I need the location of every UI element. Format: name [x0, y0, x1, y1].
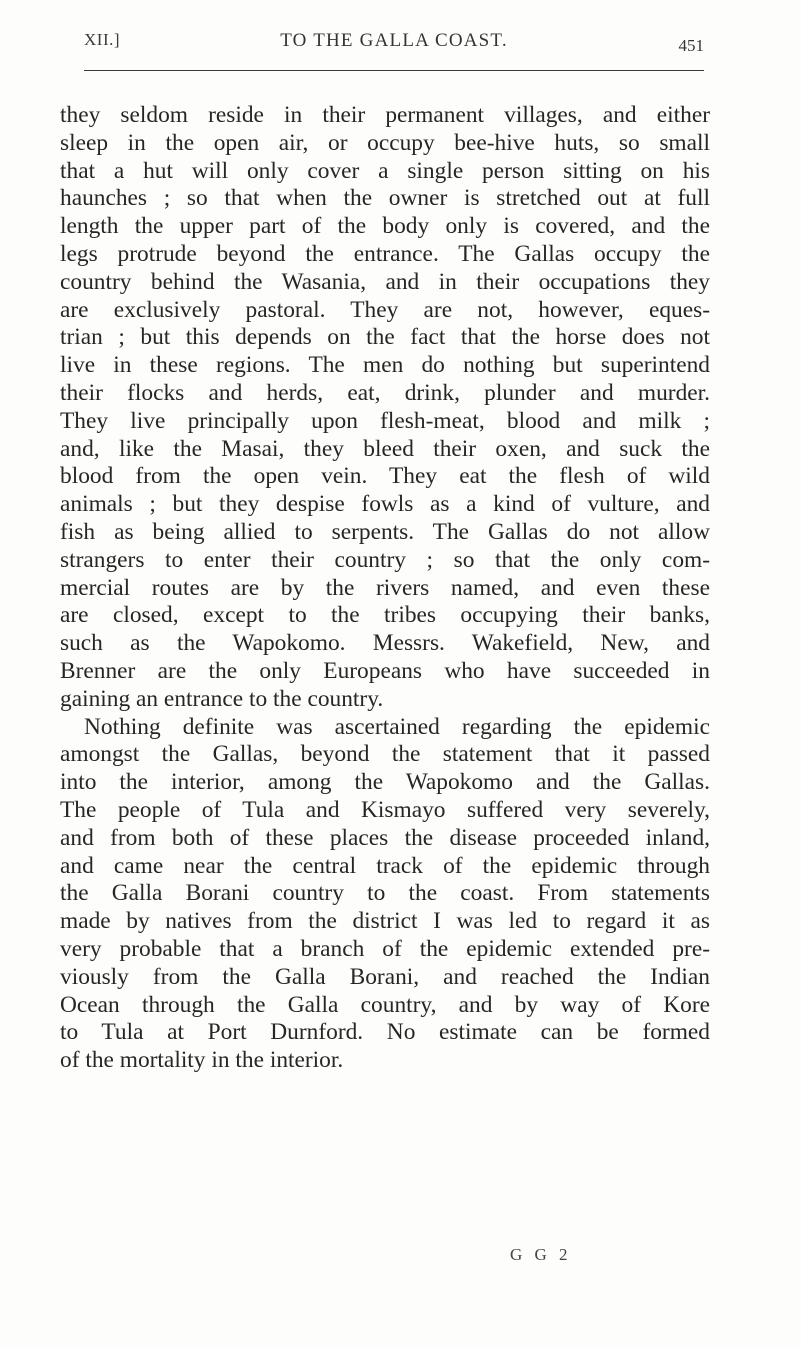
text-line: of the mortality in the interior. [60, 1047, 344, 1074]
text-line: their flocks and herds, eat, drink, plunder and murder. [60, 379, 710, 406]
text-line: country behind the Wasania, and in their occupations they [60, 268, 710, 295]
text-line: that a hut will only cover a single person sitting on his [60, 157, 710, 184]
text-line: they seldom reside in their permanent villages, and either [60, 102, 710, 128]
paragraph [60, 714, 710, 1075]
text-line: made by natives from the district I was led to regard it as [60, 908, 710, 935]
page-number: 451 [678, 36, 704, 55]
text-line: Nothing definite was ascertained regarding the epidemic [84, 713, 710, 740]
text-line: such as the Wapokomo. Messrs. Wakefield, New, and [60, 630, 710, 657]
text-line: are exclusively pastoral. They are not, however, eques- [60, 296, 710, 323]
text-line: live in these regions. The men do nothing but superintend [60, 352, 710, 379]
text-line: the Galla Borani country to the coast. From statements [60, 880, 710, 907]
text-line: blood from the open vein. They eat the flesh of wild [60, 463, 710, 490]
chapter-marker: XII.] [84, 30, 121, 49]
text-line: Ocean through the Galla country, and by way of Kore [60, 991, 710, 1018]
text-line: legs protrude beyond the entrance. The Gallas occupy the [60, 240, 710, 267]
page-header [84, 30, 704, 70]
text-line: and, like the Masai, they bleed their oxen, and suck the [60, 435, 710, 462]
body-text [60, 102, 710, 1075]
text-line: into the interior, among the Wapokomo and the Gallas. [60, 769, 710, 796]
text-line: animals ; but they despise fowls as a kind of vulture, and [60, 491, 710, 518]
text-line: to Tula at Port Durnford. No estimate can be formed [60, 1019, 710, 1046]
text-line: gaining an entrance to the country. [60, 685, 384, 712]
text-line: are closed, except to the tribes occupying their banks, [60, 602, 710, 629]
signature-mark: G G 2 [510, 1245, 572, 1264]
text-line: trian ; but this depends on the fact that the horse does not [60, 324, 710, 351]
text-line: amongst the Gallas, beyond the statement that it passed [60, 741, 710, 768]
text-line: strangers to enter their country ; so that the only com- [60, 546, 710, 573]
text-line: They live principally upon flesh-meat, blood and milk ; [60, 407, 710, 434]
text-line: haunches ; so that when the owner is stretched out at full [60, 185, 710, 212]
text-line: mercial routes are by the rivers named, and even these [60, 574, 710, 601]
text-line: fish as being allied to serpents. The Gallas do not allow [60, 518, 710, 545]
text-line: and from both of these places the disease proceeded inland, [60, 824, 710, 851]
paragraph [60, 102, 710, 714]
text-line: length the upper part of the body only is covered, and the [60, 213, 710, 240]
text-line: Brenner are the only Europeans who have succeeded in [60, 657, 710, 684]
text-line: and came near the central track of the epidemic through [60, 852, 710, 879]
header-rule [84, 70, 704, 71]
text-line: viously from the Galla Borani, and reached the Indian [60, 963, 710, 990]
text-line: sleep in the open air, or occupy bee-hive huts, so small [60, 129, 710, 156]
running-title: TO THE GALLA COAST. [280, 30, 508, 51]
text-line: The people of Tula and Kismayo suffered very severely, [60, 796, 710, 823]
text-line: very probable that a branch of the epidemic extended pre- [60, 935, 710, 962]
